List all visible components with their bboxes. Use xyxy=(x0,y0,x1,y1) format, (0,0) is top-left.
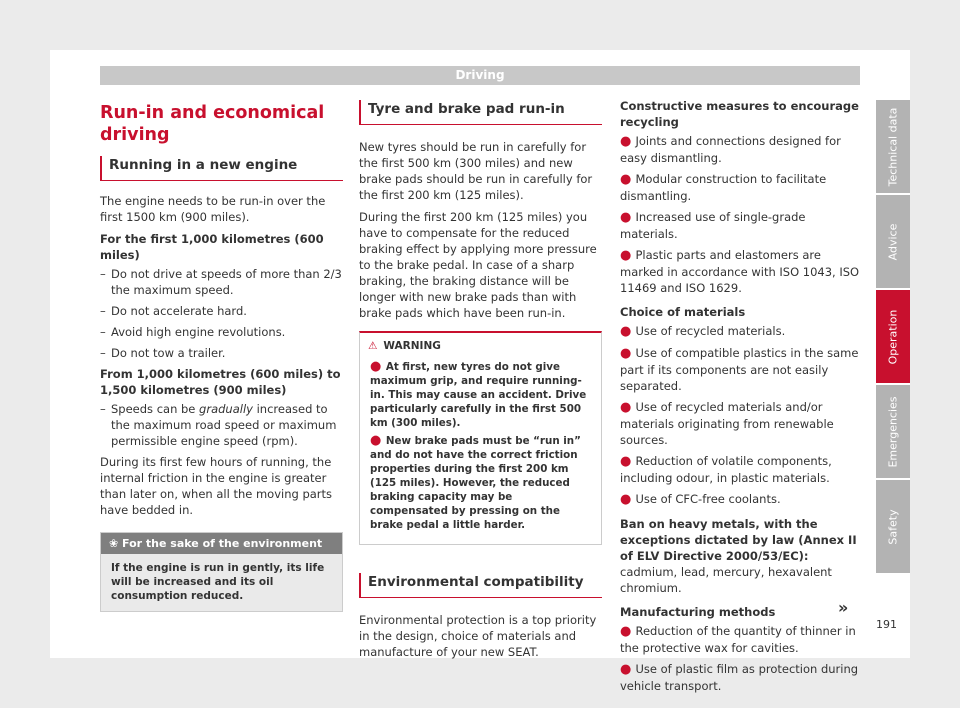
tab-label: Technical data xyxy=(886,107,900,186)
environment-note-title: For the sake of the environment xyxy=(122,537,323,550)
list-item xyxy=(620,133,860,166)
leaf-icon: ❀ xyxy=(109,537,123,550)
paragraph: New tyres should be run in carefully for the first 500 km (300 miles) and new brake pads should be run in carefully for the first 200 km (125 miles). xyxy=(359,140,593,202)
list-item: – Do not accelerate hard. xyxy=(100,303,343,319)
intro-text: The engine needs to be run-in over the first 1500 km (900 miles). xyxy=(100,194,326,224)
section-header: Driving xyxy=(100,66,860,85)
page-title: Run-in and economical driving xyxy=(100,103,325,145)
manufacturing-heading: Manufacturing methods xyxy=(620,605,776,619)
warning-text: At first, new tyres do not give maximum grip, and require running-in. This may cause an accident. Drive particularly carefully in the first 500 km (300 miles). xyxy=(370,361,587,429)
ban-text: cadmium, lead, mercury, hexavalent chromium. xyxy=(620,565,832,595)
list-item: – Do not tow a trailer. xyxy=(100,345,343,361)
paragraph: Environmental protection is a top priority in the design, choice of materials and manufacture of your new SEAT. xyxy=(359,613,597,659)
text: increased to the maximum road speed or maximum permissible engine speed (rpm). xyxy=(111,402,337,448)
subtitle: Running in a new engine xyxy=(109,157,298,173)
subtitle-block xyxy=(100,156,343,181)
tab-operation[interactable] xyxy=(876,290,910,383)
item-text: Use of CFC-free coolants. xyxy=(635,492,781,506)
item-text: Reduction of the quantity of thinner in the protective wax for cavities. xyxy=(620,624,856,655)
first-heading: For the first 1,000 kilometres (600 miles) xyxy=(100,232,324,262)
emphasis: gradually xyxy=(199,402,253,416)
environment-note-text: If the engine is run in gently, its life will be increased and its oil consumption reduced. xyxy=(101,554,342,611)
list-item: – Avoid high engine revolutions. xyxy=(100,324,343,340)
warning-item xyxy=(370,434,593,532)
bullet-icon: ● xyxy=(620,662,636,677)
tab-label: Safety xyxy=(886,508,900,545)
bullet-icon: ● xyxy=(620,492,636,507)
sidebar xyxy=(876,100,910,575)
heading-rule xyxy=(359,124,602,125)
second-heading: From 1,000 kilometres (600 miles) to 1,500 kilometres (900 miles) xyxy=(100,367,341,397)
warning-item xyxy=(370,360,593,430)
bullet-icon: ● xyxy=(620,210,636,225)
choice-heading: Choice of materials xyxy=(620,305,746,319)
text: Speeds can be xyxy=(111,402,200,416)
bullet-icon: ● xyxy=(370,359,386,374)
bullet-icon: ● xyxy=(620,324,636,339)
bullet-icon: ● xyxy=(620,172,636,187)
ban-paragraph xyxy=(620,516,860,596)
warning-header xyxy=(360,333,601,358)
list-item xyxy=(100,401,343,449)
env-heading-block xyxy=(359,573,602,598)
constructive-heading: Constructive measures to encourage recycling xyxy=(620,99,859,129)
warning-box xyxy=(359,331,602,545)
warning-body xyxy=(360,358,601,544)
item-text: Use of compatible plastics in the same part if its components are not easily separated. xyxy=(620,346,859,393)
warning-text: New brake pads must be “run in” and do not have the correct friction properties during the first 200 km (125 miles). However, the reduced braking capacity may be compensated by pressing on the brake pedal a little harder. xyxy=(370,435,581,531)
list-item xyxy=(620,491,860,508)
paragraph: During the first 200 km (125 miles) you have to compensate for the reduced braking effect by applying more pressure to the brake pedal. In case of a sharp braking, the braking distance will be longer with new brake pads than with brake pads which have been run-in. xyxy=(359,210,597,320)
list-item xyxy=(620,247,860,296)
tyre-heading: Tyre and brake pad run-in xyxy=(368,101,565,117)
list-item xyxy=(620,661,860,694)
item-text: Modular construction to facilitate dismantling. xyxy=(620,172,827,203)
list-item xyxy=(620,623,860,656)
environment-note-header xyxy=(101,533,342,554)
list-item xyxy=(620,453,860,486)
list-item xyxy=(620,345,860,394)
bullet-icon: ● xyxy=(620,134,636,149)
subtitle-rule xyxy=(100,180,343,181)
environment-note xyxy=(100,532,343,612)
continue-icon: » xyxy=(838,598,849,617)
env-heading: Environmental compatibility xyxy=(368,574,584,590)
item-text: Joints and connections designed for easy dismantling. xyxy=(620,134,841,165)
tab-label: Advice xyxy=(886,223,900,260)
item-text: Use of plastic film as protection during vehicle transport. xyxy=(620,662,859,693)
item-text: Use of recycled materials and/or materials originating from renewable sources. xyxy=(620,400,834,447)
list-item xyxy=(620,399,860,448)
warning-label: WARNING xyxy=(383,340,441,352)
warning-icon: ⚠ xyxy=(368,340,378,352)
bullet-icon: ● xyxy=(370,433,386,448)
column-3 xyxy=(620,98,860,699)
bullet-icon: ● xyxy=(620,454,636,469)
page-number: 191 xyxy=(876,618,897,631)
tab-label: Emergencies xyxy=(886,395,900,468)
bullet-icon: ● xyxy=(620,624,636,639)
list-item xyxy=(620,323,860,340)
item-text: Plastic parts and elastomers are marked in accordance with ISO 1043, ISO 11469 and ISO 1629. xyxy=(620,248,860,295)
paragraph: During its first few hours of running, the internal friction in the engine is greater than later on, when all the moving parts have bedded in. xyxy=(100,455,333,517)
heading-rule xyxy=(359,597,602,598)
tyre-heading-block xyxy=(359,100,602,125)
ban-heading: Ban on heavy metals, with the exceptions dictated by law (Annex II of ELV Directive 2000/53/EC): xyxy=(620,517,857,563)
column-1 xyxy=(100,100,343,612)
item-text: Reduction of volatile components, including odour, in plastic materials. xyxy=(620,454,832,485)
tab-emergencies[interactable] xyxy=(876,385,910,478)
tab-safety[interactable] xyxy=(876,480,910,573)
item-text: Use of recycled materials. xyxy=(635,324,786,338)
tab-technical-data[interactable] xyxy=(876,100,910,193)
list-item xyxy=(620,171,860,204)
tab-advice[interactable] xyxy=(876,195,910,288)
item-text: Increased use of single-grade materials. xyxy=(620,210,806,241)
bullet-icon: ● xyxy=(620,248,636,263)
bullet-icon: ● xyxy=(620,400,636,415)
tab-label: Operation xyxy=(886,309,900,364)
column-2 xyxy=(359,100,602,666)
list-item: – Do not drive at speeds of more than 2/3 the maximum speed. xyxy=(100,266,343,298)
list-item xyxy=(620,209,860,242)
bullet-icon: ● xyxy=(620,346,636,361)
